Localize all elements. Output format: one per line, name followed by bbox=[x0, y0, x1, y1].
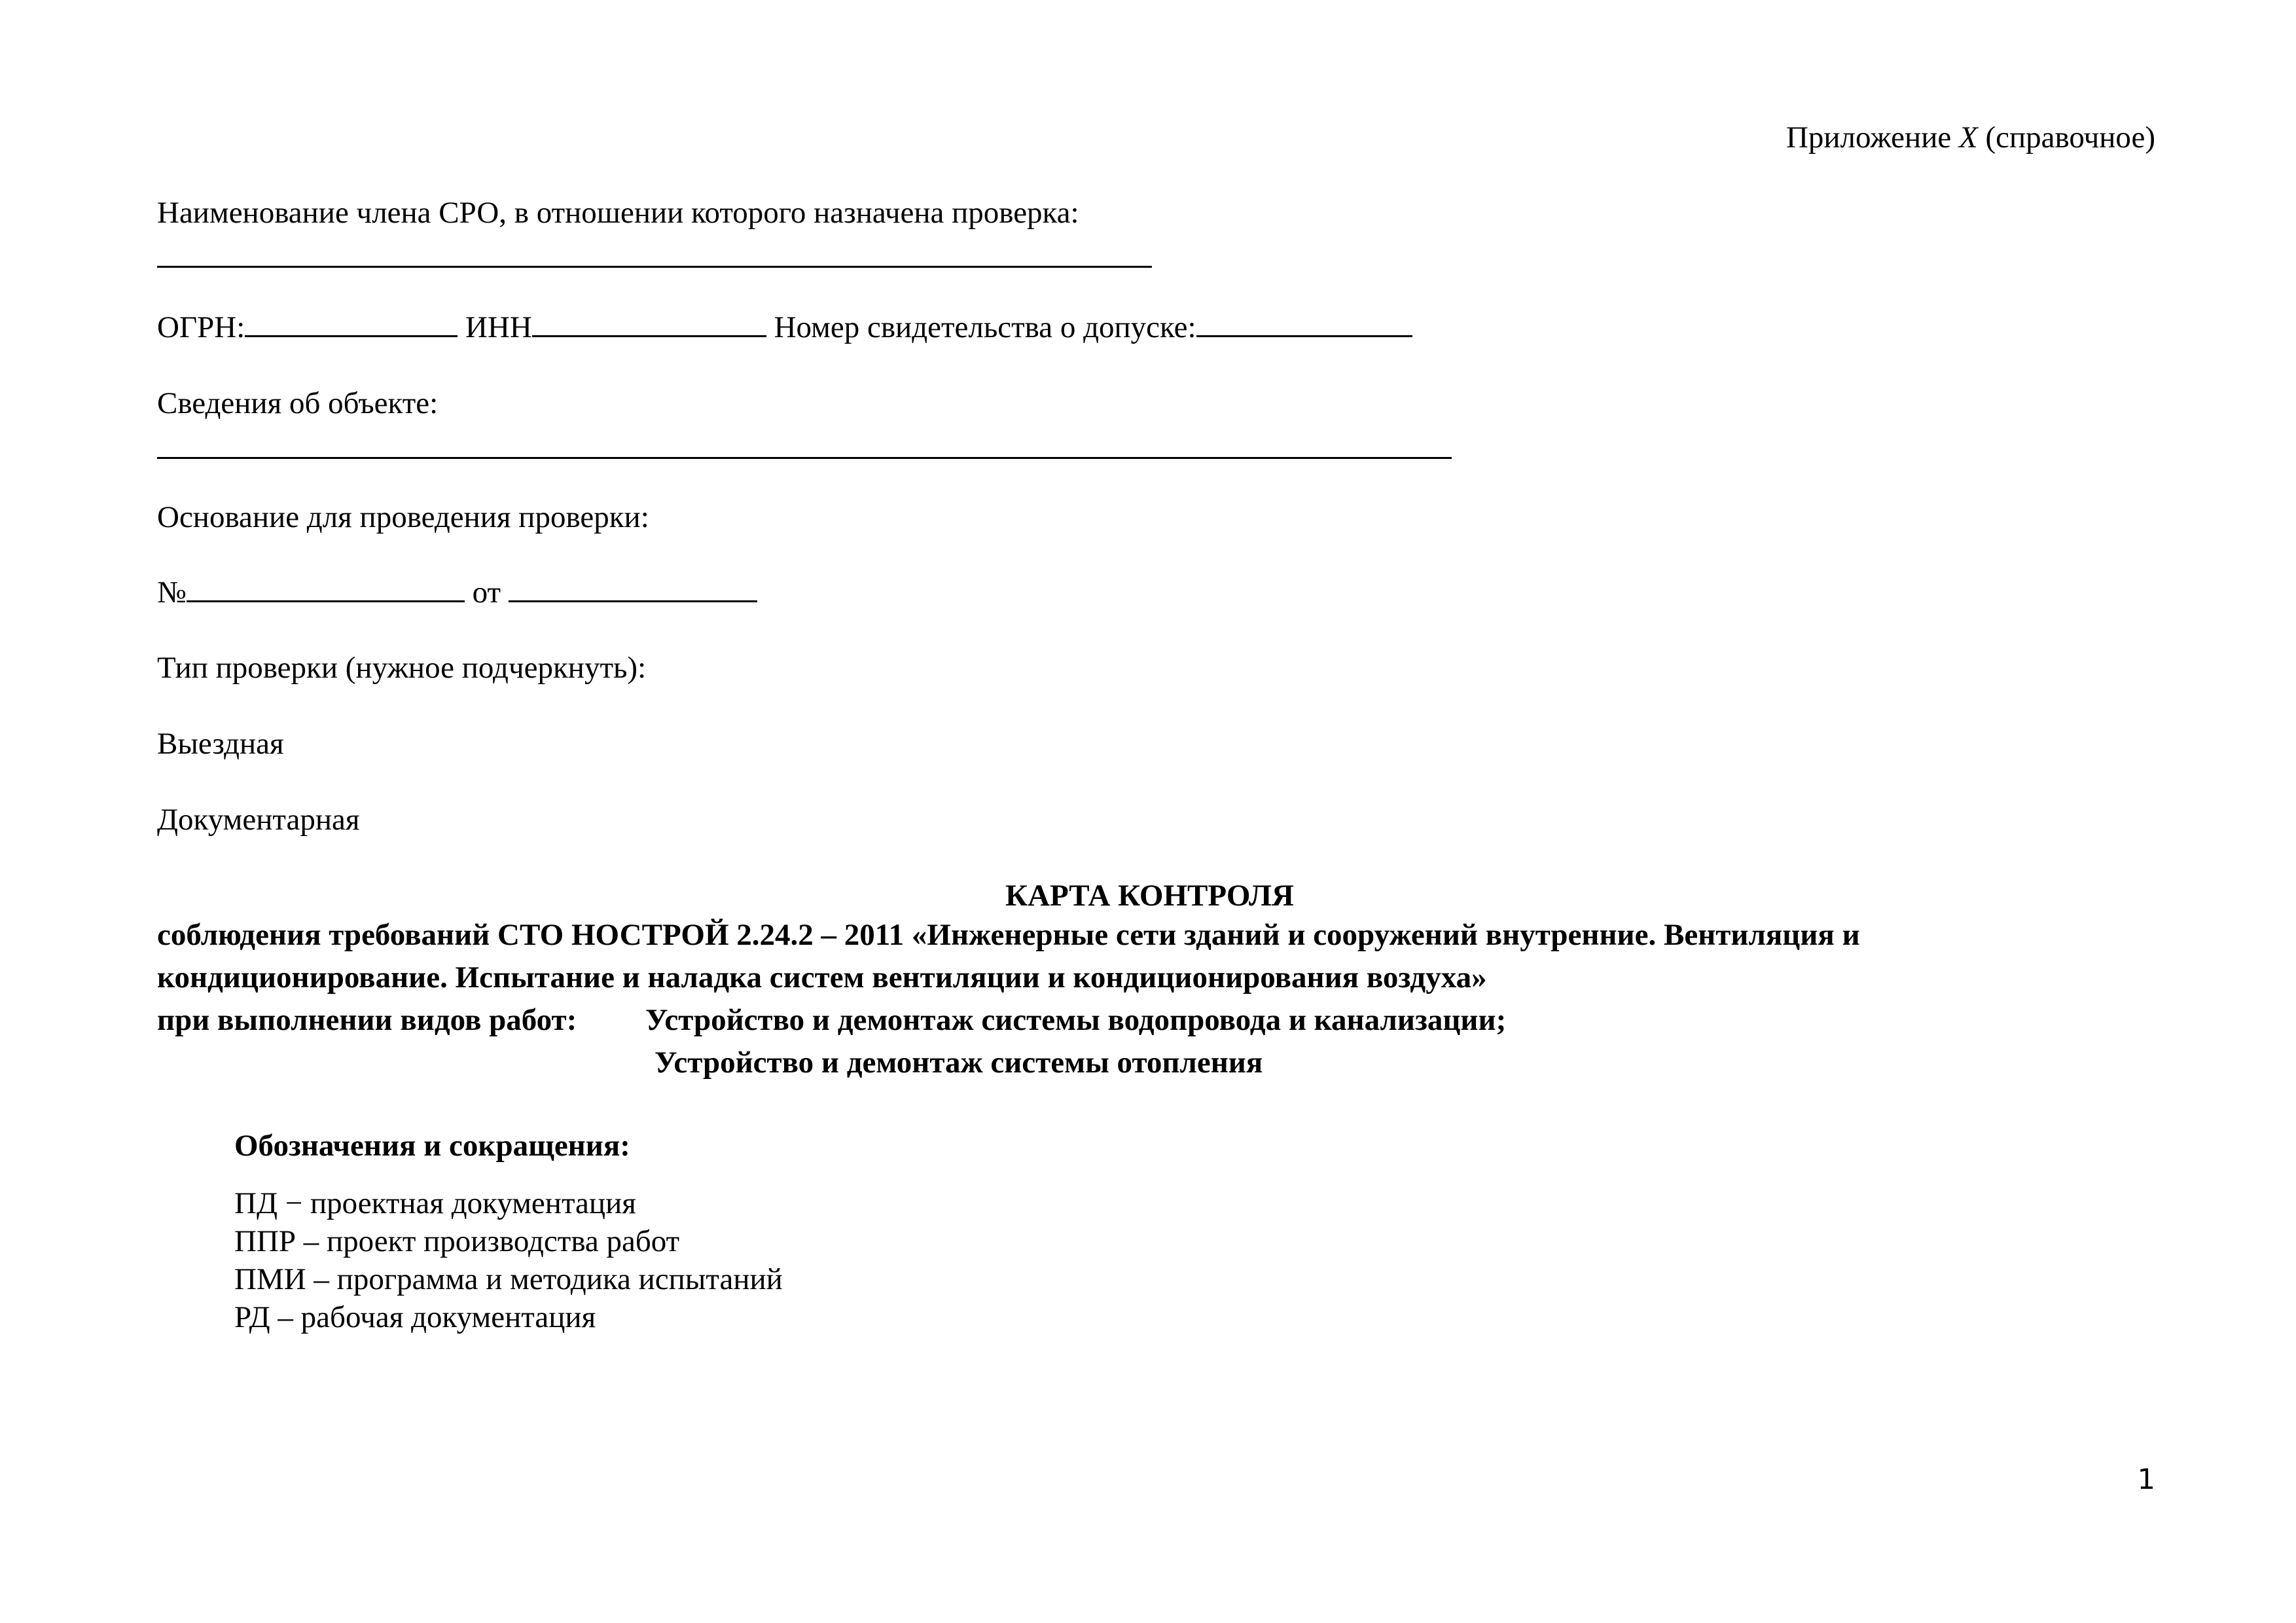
ogrn-label: ОГРН: bbox=[157, 310, 245, 344]
card-title: КАРТА КОНТРОЛЯ bbox=[1005, 879, 1294, 913]
appendix-letter: X bbox=[1958, 120, 1978, 155]
appendix-header bbox=[1786, 118, 2155, 157]
basis-date-field[interactable] bbox=[509, 577, 757, 602]
registration-row bbox=[157, 308, 1412, 347]
work-type-heating: Устройство и демонтаж системы отопления bbox=[655, 1046, 1263, 1080]
inn-field[interactable] bbox=[532, 312, 766, 337]
check-type-documentary[interactable]: Документарная bbox=[157, 803, 360, 837]
abbreviation-item: РД – рабочая документация bbox=[234, 1300, 596, 1334]
basis-number-field[interactable] bbox=[187, 577, 465, 602]
page-number: 1 bbox=[2137, 1463, 2155, 1496]
abbreviation-item: ПМИ – программа и методика испытаний bbox=[234, 1262, 783, 1296]
object-info-field[interactable] bbox=[157, 457, 1452, 459]
work-types-label: при выполнении видов работ: bbox=[157, 1003, 577, 1037]
check-type-onsite[interactable]: Выездная bbox=[157, 727, 284, 761]
abbreviation-item: ППР – проект производства работ bbox=[234, 1224, 680, 1258]
basis-label: Основание для проведения проверки: bbox=[157, 500, 649, 534]
check-type-label: Тип проверки (нужное подчеркнуть): bbox=[157, 651, 647, 685]
ogrn-field[interactable] bbox=[245, 312, 457, 337]
certificate-field[interactable] bbox=[1196, 312, 1412, 337]
number-sign: № bbox=[157, 575, 187, 610]
inn-label: ИНН bbox=[465, 310, 532, 344]
abbreviation-item: ПД − проектная документация bbox=[234, 1186, 636, 1220]
basis-number-row bbox=[157, 573, 757, 612]
object-label: Сведения об объекте: bbox=[157, 386, 439, 420]
from-label: от bbox=[472, 575, 501, 610]
certificate-label: Номер свидетельства о допуске: bbox=[774, 310, 1196, 344]
appendix-prefix: Приложение bbox=[1785, 120, 1959, 155]
member-name-field[interactable] bbox=[157, 266, 1152, 268]
card-subtitle-line1: соблюдения требований СТО НОСТРОЙ 2.24.2 – 2011 «Инженерные сети зданий и сооружений внутренние. Вентиляция и bbox=[157, 918, 1860, 952]
member-label: Наименование члена СРО, в отношении которого назначена проверка: bbox=[157, 196, 1079, 230]
work-type-plumbing: Устройство и демонтаж системы водопровода и канализации; bbox=[645, 1003, 1507, 1037]
abbreviations-heading: Обозначения и сокращения: bbox=[234, 1129, 630, 1163]
appendix-suffix: (справочное) bbox=[1977, 120, 2155, 155]
card-subtitle-line2: кондиционирование. Испытание и наладка систем вентиляции и кондиционирования воздуха» bbox=[157, 960, 1487, 994]
